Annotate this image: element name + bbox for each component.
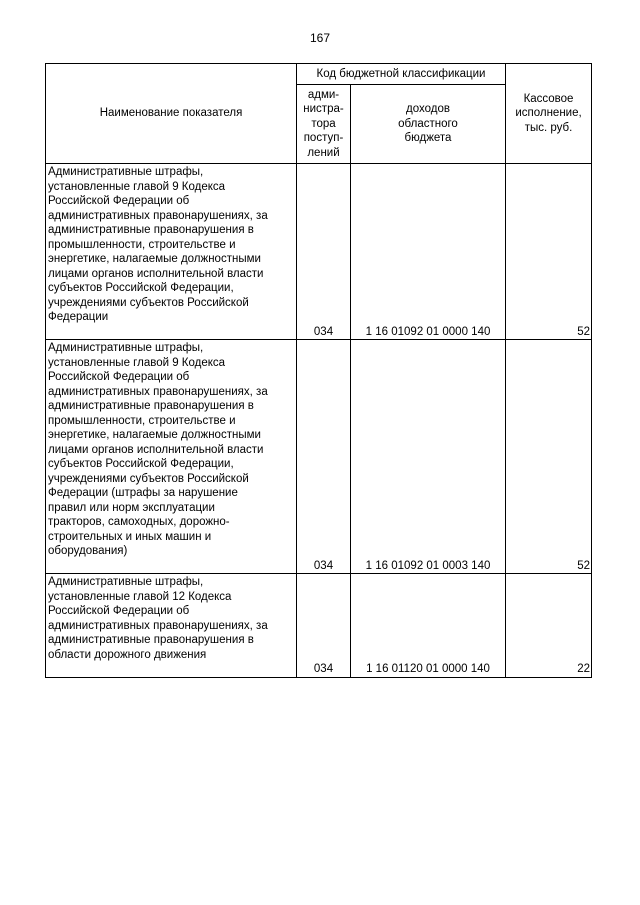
name-line: Административные штрафы, <box>48 166 204 178</box>
income-code: 1 16 01092 01 0003 140 <box>351 340 506 574</box>
name-line: Административные штрафы, <box>48 576 204 588</box>
name-line: лицами органов исполнительной власти <box>48 443 264 456</box>
name-line-spacer <box>48 662 294 677</box>
header-income-line: областного <box>398 117 458 130</box>
administrator-code: 034 <box>297 164 351 340</box>
name-line: субъектов Российской Федерации, <box>48 458 234 470</box>
name-line: административные правонарушения в <box>48 634 254 646</box>
name-line: установленные главой 9 Кодекса <box>48 180 226 193</box>
header-cash-line: исполнение, <box>515 107 582 120</box>
indicator-name <box>46 574 297 678</box>
name-line: Федерации (штрафы за нарушение <box>48 487 238 499</box>
name-line: учреждениями субъектов Российской <box>48 472 249 485</box>
header-admin-line: лений <box>307 146 340 159</box>
name-line: лицами органов исполнительной власти <box>48 267 264 280</box>
header-name: Наименование показателя <box>46 64 297 164</box>
name-line: Федерации <box>48 311 109 323</box>
name-line: оборудования) <box>48 545 128 557</box>
table-row <box>46 164 592 340</box>
name-line: административных правонарушениях, за <box>48 209 268 222</box>
name-line: строительных и иных машин и <box>48 530 212 543</box>
header-income-line: бюджета <box>404 132 452 145</box>
cash-value: 52 <box>506 340 592 574</box>
header-budget-code: Код бюджетной классификации <box>297 64 506 85</box>
name-line: Российской Федерации об <box>48 605 190 617</box>
name-line: Российской Федерации об <box>48 371 190 383</box>
indicator-name <box>46 340 297 574</box>
name-line: промышленности, строительстве и <box>48 414 236 427</box>
name-line: тракторов, самоходных, дорожно- <box>48 516 230 528</box>
name-line: Административные штрафы, <box>48 342 204 354</box>
page-number: 167 <box>309 31 331 45</box>
name-line: промышленности, строительстве и <box>48 238 236 251</box>
header-regional-income <box>351 85 506 164</box>
name-line: учреждениями субъектов Российской <box>48 296 249 309</box>
header-row-1 <box>46 64 592 85</box>
table-row <box>46 340 592 574</box>
header-income-line: доходов <box>406 103 450 116</box>
administrator-code: 034 <box>297 574 351 678</box>
header-cash-line: Кассовое <box>523 92 574 105</box>
indicator-name <box>46 164 297 340</box>
income-code: 1 16 01120 01 0000 140 <box>351 574 506 678</box>
income-code: 1 16 01092 01 0000 140 <box>351 164 506 340</box>
name-line: установленные главой 12 Кодекса <box>48 590 232 603</box>
header-cash-line: тыс. руб. <box>524 121 573 134</box>
name-line: области дорожного движения <box>48 648 207 661</box>
budget-table <box>45 63 592 678</box>
name-line: энергетике, налагаемые должностными <box>48 429 261 441</box>
name-line: административные правонарушения в <box>48 400 254 412</box>
name-line: правил или норм эксплуатации <box>48 501 215 514</box>
name-line: административных правонарушениях, за <box>48 619 268 632</box>
header-administrator <box>297 85 351 164</box>
name-line-spacer <box>48 325 294 340</box>
name-line: субъектов Российской Федерации, <box>48 282 234 294</box>
name-line: Российской Федерации об <box>48 195 190 207</box>
name-line: энергетике, налагаемые должностными <box>48 253 261 265</box>
name-line: установленные главой 9 Кодекса <box>48 356 226 369</box>
cash-value: 52 <box>506 164 592 340</box>
table-row <box>46 574 592 678</box>
name-line-spacer <box>48 559 294 574</box>
name-line: административные правонарушения в <box>48 224 254 236</box>
administrator-code: 034 <box>297 340 351 574</box>
header-admin-line: нистра- <box>303 103 344 116</box>
header-admin-line: адми- <box>307 88 340 101</box>
name-line: административных правонарушениях, за <box>48 385 268 398</box>
header-cash-execution <box>506 64 592 164</box>
header-admin-line: поступ- <box>303 132 344 145</box>
header-admin-line: тора <box>311 117 336 130</box>
cash-value: 22 <box>506 574 592 678</box>
